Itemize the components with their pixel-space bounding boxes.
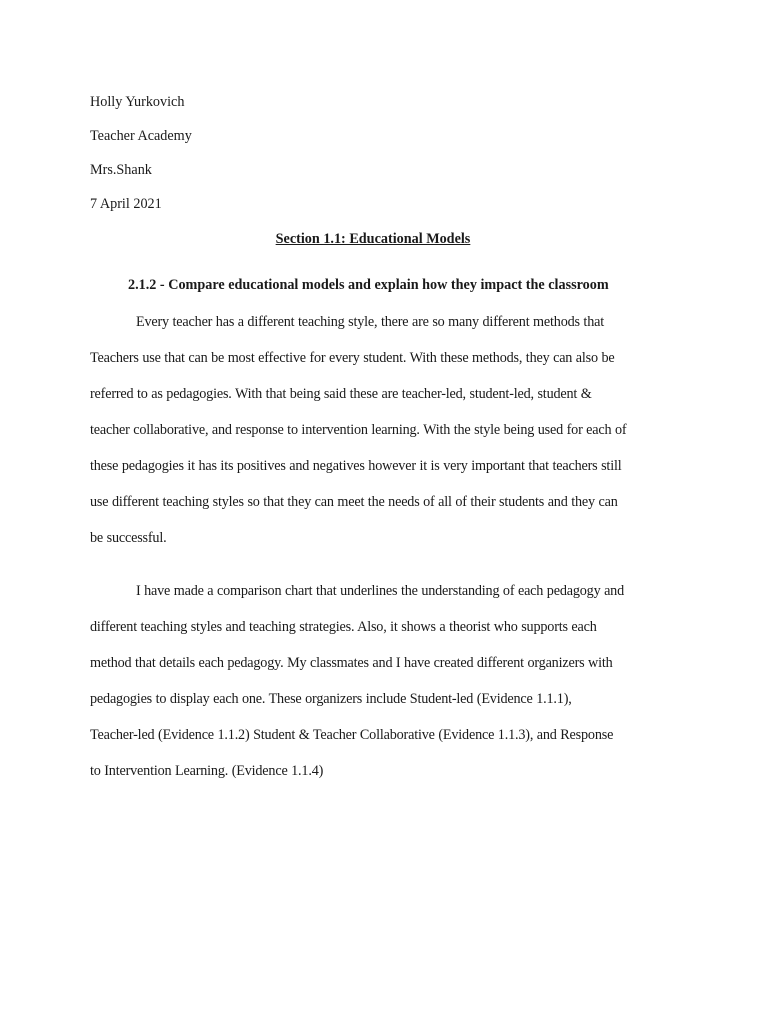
paragraph-line: be successful. — [90, 530, 167, 546]
document-date: 7 April 2021 — [90, 196, 162, 212]
paragraph-line: pedagogies to display each one. These organizers include Student-led (Evidence 1.1.1), — [90, 691, 572, 707]
paragraph-line: these pedagogies it has its positives and negatives however it is very important that teachers still — [90, 458, 622, 474]
paragraph-line: teacher collaborative, and response to intervention learning. With the style being used for each of — [90, 422, 627, 438]
paragraph-line: to Intervention Learning. (Evidence 1.1.4) — [90, 763, 324, 779]
paragraph-1 — [90, 304, 688, 556]
paragraph-line: use different teaching styles so that they can meet the needs of all of their students and they can — [90, 494, 618, 510]
paragraph-2 — [90, 573, 688, 789]
course-name: Teacher Academy — [90, 128, 192, 144]
teacher-name: Mrs.Shank — [90, 162, 152, 178]
paragraph-line: I have made a comparison chart that underlines the understanding of each pedagogy and — [136, 583, 625, 599]
paragraph-line: Every teacher has a different teaching style, there are so many different methods that — [136, 314, 604, 330]
paragraph-line: different teaching styles and teaching strategies. Also, it shows a theorist who supports each — [90, 619, 597, 635]
author-name: Holly Yurkovich — [90, 94, 185, 110]
paragraph-line: Teacher-led (Evidence 1.1.2) Student & Teacher Collaborative (Evidence 1.1.3), and Response — [90, 727, 614, 743]
paragraph-line: Teachers use that can be most effective for every student. With these methods, they can also be — [90, 350, 615, 366]
paragraph-line: method that details each pedagogy. My classmates and I have created different organizers with — [90, 655, 613, 671]
paragraph-line: referred to as pedagogies. With that being said these are teacher-led, student-led, student & — [90, 386, 592, 402]
standard-subtitle: 2.1.2 - Compare educational models and explain how they impact the classroom — [128, 277, 609, 293]
section-title: Section 1.1: Educational Models — [275, 231, 471, 247]
